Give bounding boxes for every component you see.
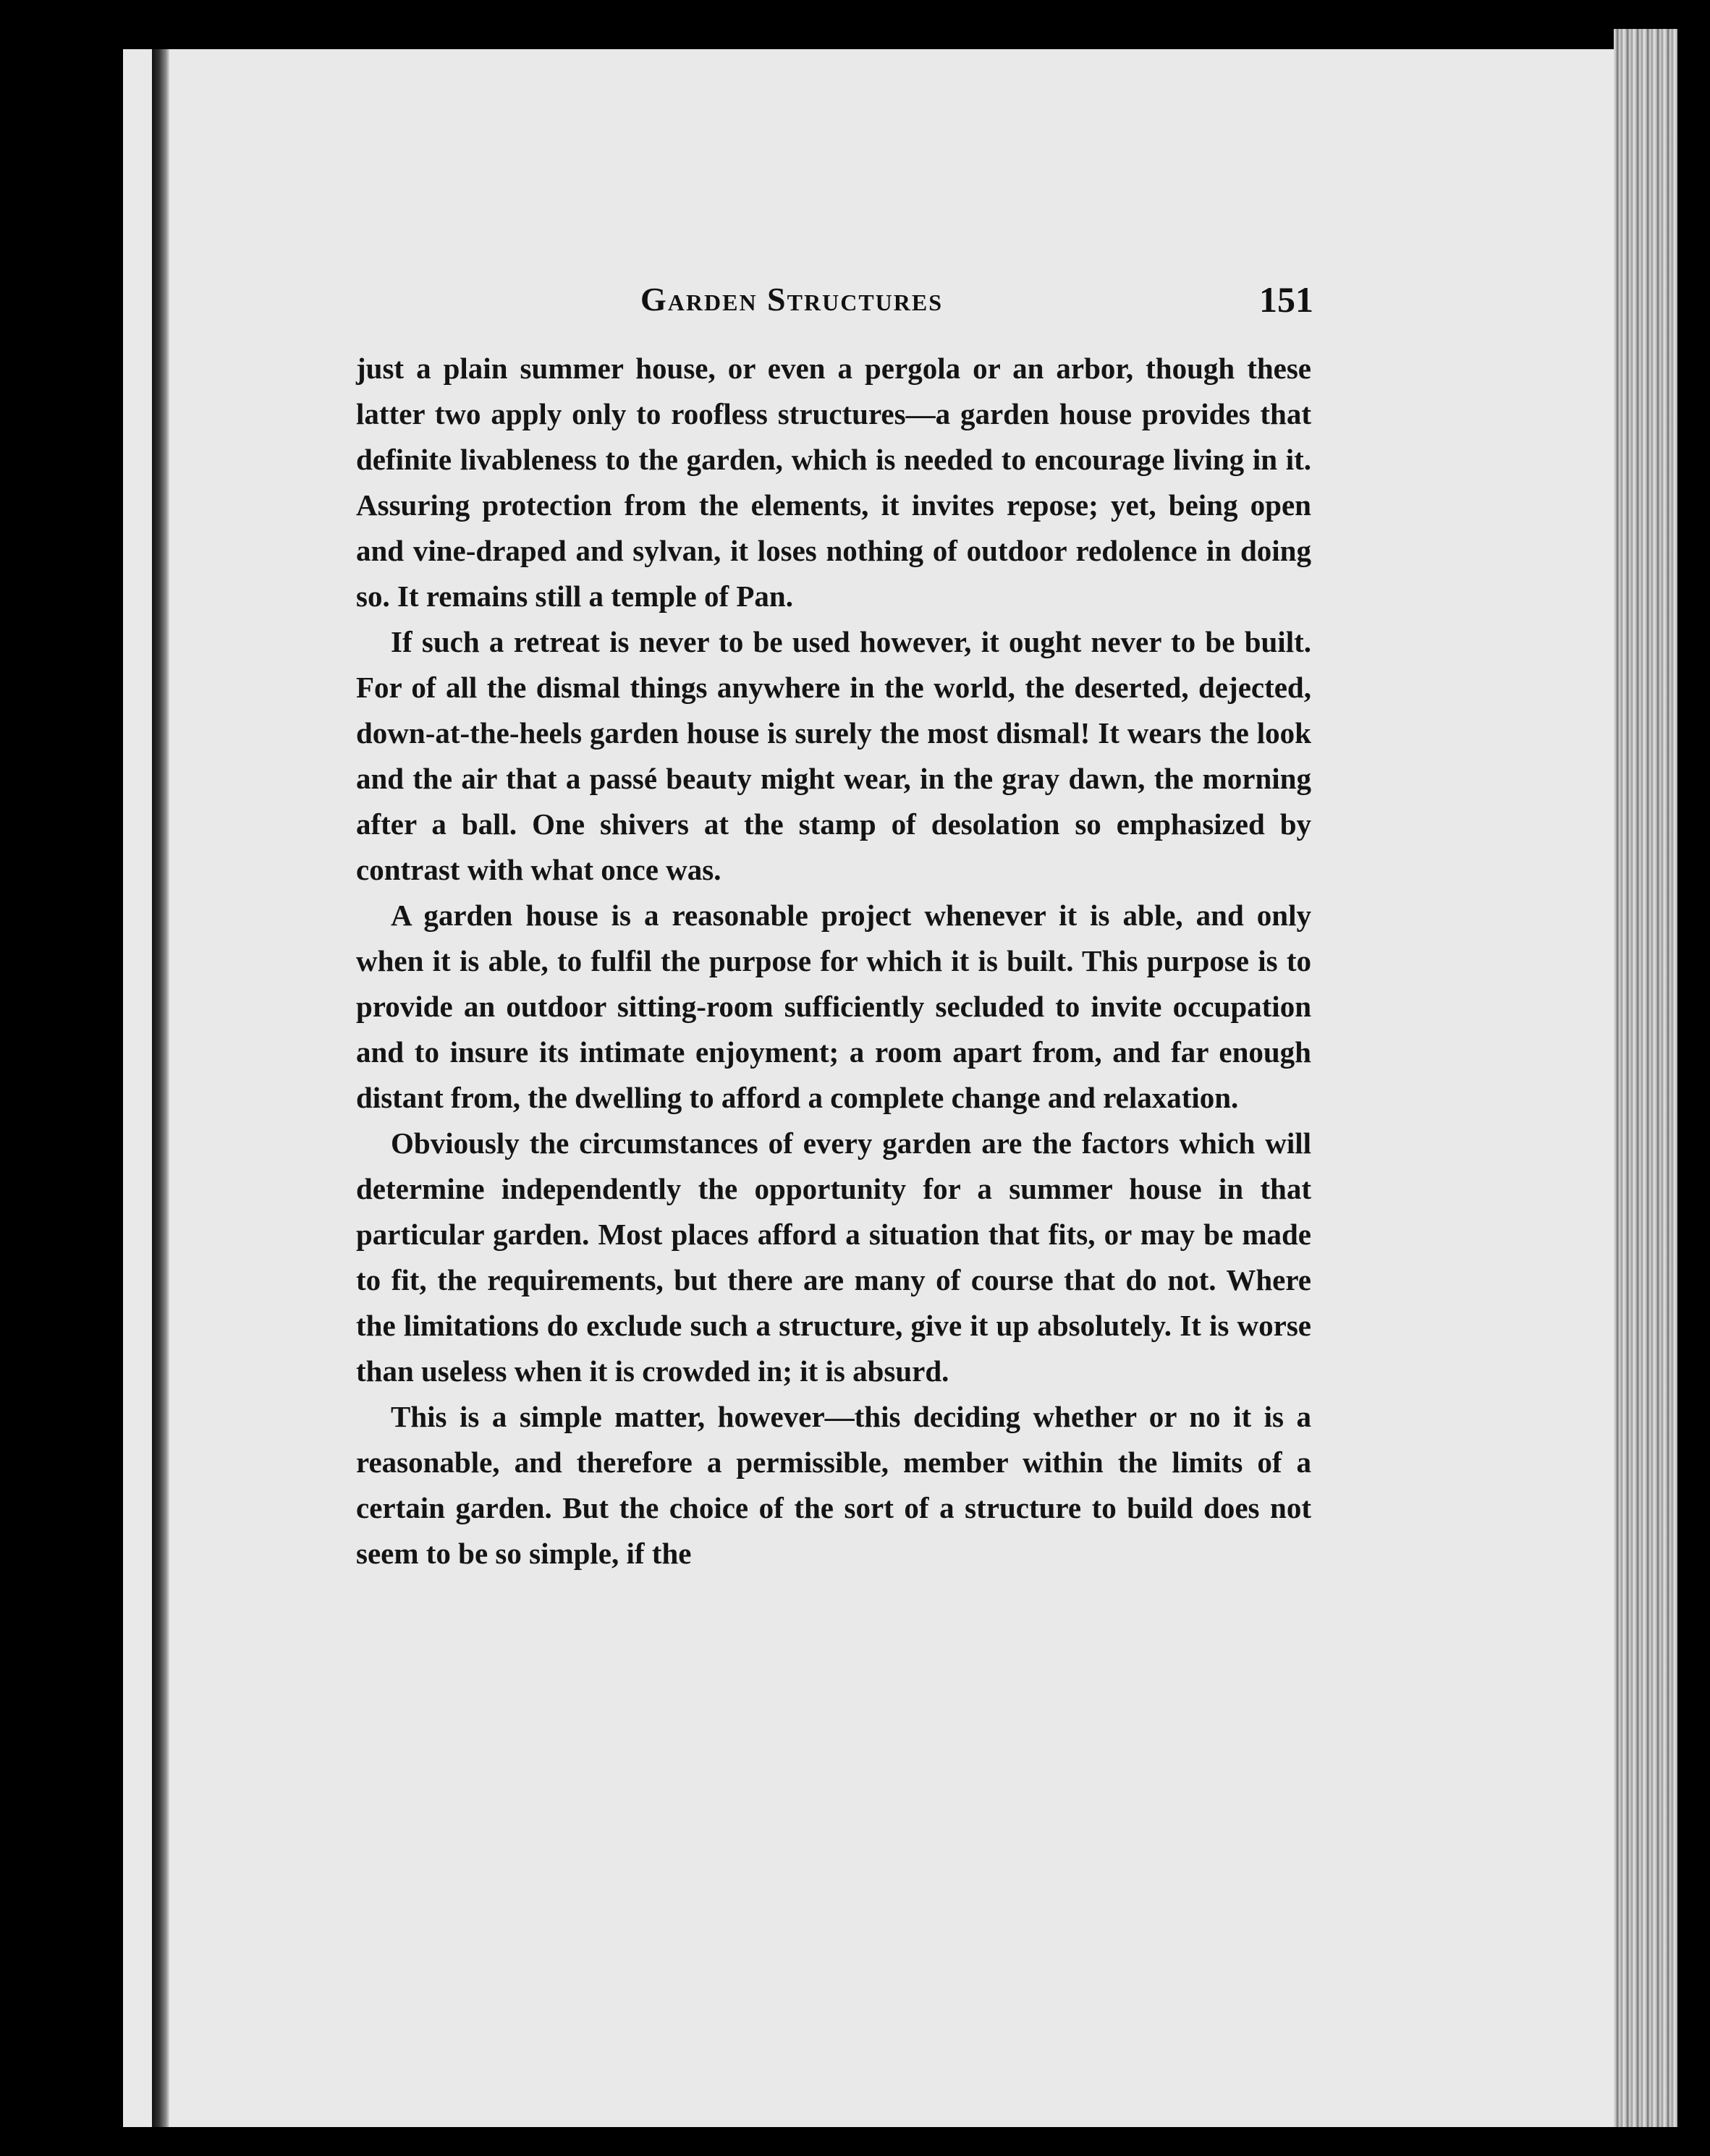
page-gutter-shadow xyxy=(152,49,169,2127)
page-number: 151 xyxy=(1259,279,1313,320)
running-head: Garden Structures xyxy=(640,281,944,318)
page-edges xyxy=(1614,29,1679,2127)
paragraph-5: This is a simple matter, however—this deciding whether or no it is a reasonable, and therefore a permissible, member within the limits of a certain garden. But the choice of the sort of a structure to build does not seem to be so simple, if the xyxy=(356,1400,1311,1570)
scan-border-right xyxy=(1677,29,1710,2156)
paragraph-4: Obviously the circumstances of every garden are the factors which will determine independently the opportunity for a summer house in that particular garden. Most places afford a situation that fits, or may be made to fit, the requirements, but there are many of course that do not. Where the limitations do exclude such a structure, give it up absolutely. It is worse than useless when it is crowded in; it is absurd. xyxy=(356,1126,1311,1388)
body-text xyxy=(356,346,1311,1576)
paragraph-1: just a plain summer house, or even a pergola or an arbor, though these latter two apply only to roofless structures—a garden house provides that definite livableness to the garden, which is needed to encourage living in it. Assuring protection from the elements, it invites repose; yet, being open and vine-draped and sylvan, it loses nothing of outdoor redolence in doing so. It remains still a temple of Pan. xyxy=(356,352,1311,613)
paragraph-3: A garden house is a reasonable project whenever it is able, and only when it is able, to fulfil the purpose for which it is built. This purpose is to provide an outdoor sitting-room sufficiently secluded to invite occupation and to insure its intimate enjoyment; a room apart from, and far enough distant from, the dwelling to afford a complete change and relaxation. xyxy=(356,899,1311,1114)
paragraph-2: If such a retreat is never to be used however, it ought never to be built. For of all the dismal things anywhere in the world, the deserted, dejected, down-at-the-heels garden house is surely the most dismal! It wears the look and the air that a passé beauty might wear, in the gray dawn, the morning after a ball. One shivers at the stamp of desolation so emphasized by contrast with what once was. xyxy=(356,625,1311,886)
page-header xyxy=(358,271,1313,329)
